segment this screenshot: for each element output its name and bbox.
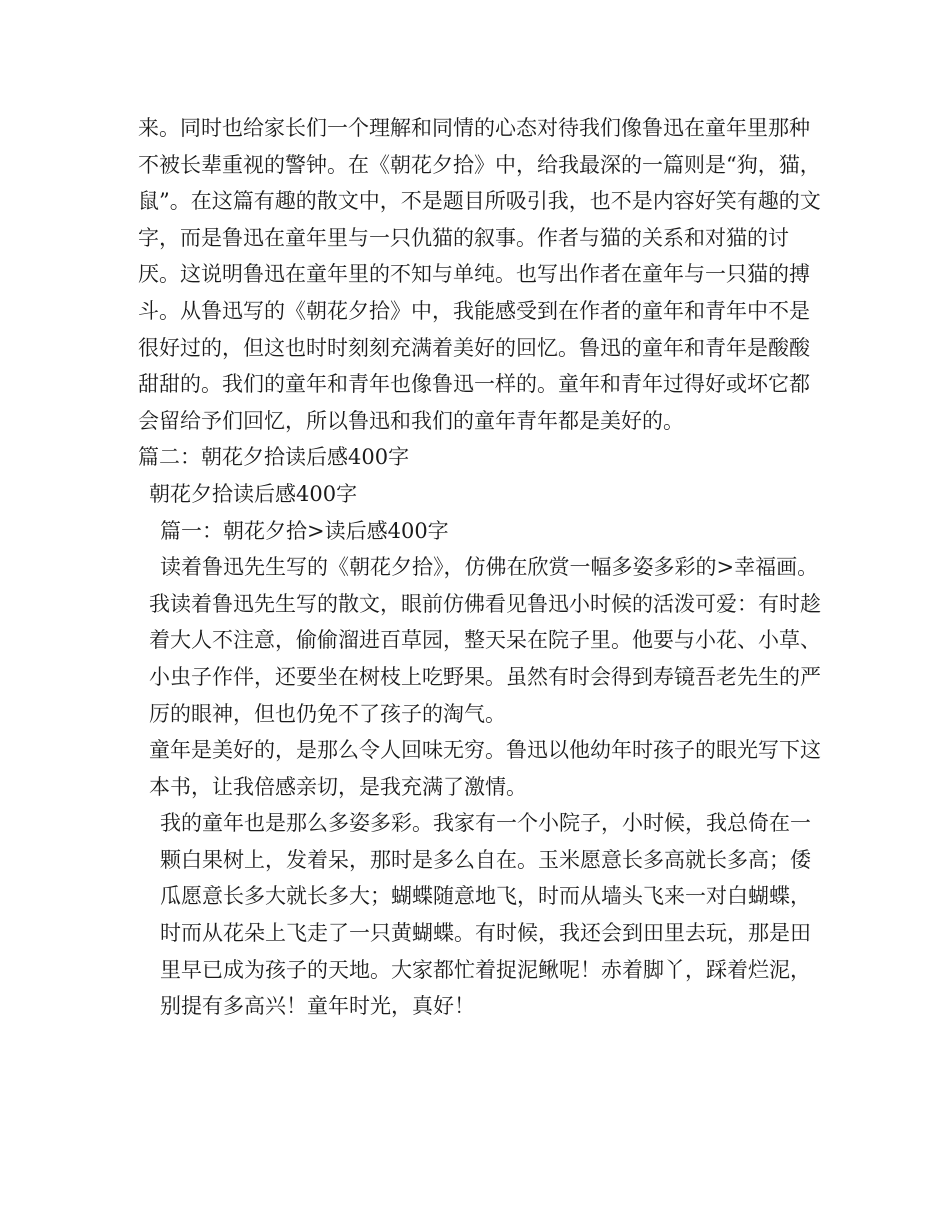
paragraph-intro: 读着鲁迅先生写的《朝花夕拾》，仿佛在欣赏一幅多姿多彩的>幸福画。 [160, 555, 819, 580]
article-title: 朝花夕拾读后感400字 [149, 481, 358, 506]
paragraph-my-childhood: 我的童年也是那么多姿多彩。我家有一个小院子，小时候，我总倚在一颗白果树上，发着呆，那时是多么自在。玉米愿意长多高就长多高；倭瓜愿意长多大就长多大；蝴蝶随意地飞，时而从墙头飞来一对白蝴蝶，时而从花朵上飞走了一只黄蝴蝶。有时候，我还会到田里去玩，那是田里早已成为孩子的天地。大家都忙着捉泥鳅呢！赤着脚丫，踩着烂泥，别提有多高兴！童年时光，真好！ [160, 811, 811, 1019]
sub-heading-one: 篇一：朝花夕拾>读后感400字 [160, 518, 449, 543]
paragraph-reading: 我读着鲁迅先生写的散文，眼前仿佛看见鲁迅小时候的活泼可爱：有时趁着大人不注意，偷偷溜进百草园，整天呆在院子里。他要与小花、小草、小虫子作伴，还要坐在树枝上吃野果。虽然有时会得到寿镜吾老先生的严厉的眼神，但也仍免不了孩子的淘气。 [149, 591, 821, 726]
document-body [138, 110, 828, 1025]
paragraph-continuation: 来。同时也给家长们一个理解和同情的心态对待我们像鲁迅在童年里那种不被长辈重视的警钟。在《朝花夕拾》中，给我最深的一篇则是“狗，猫，鼠”。在这篇有趣的散文中，不是题目所吸引我，也不是内容好笑有趣的文字，而是鲁迅在童年里与一只仇猫的叙事。作者与猫的关系和对猫的讨厌。这说明鲁迅在童年里的不知与单纯。也写出作者在童年与一只猫的搏斗。从鲁迅写的《朝花夕拾》中，我能感受到在作者的童年和青年中不是很好过的，但这也时时刻刻充满着美好的回忆。鲁迅的童年和青年是酸酸甜甜的。我们的童年和青年也像鲁迅一样的。童年和青年过得好或坏它都会留给予们回忆，所以鲁迅和我们的童年青年都是美好的。 [138, 116, 821, 433]
paragraph-childhood: 童年是美好的，是那么令人回味无穷。鲁迅以他幼年时孩子的眼光写下这本书，让我倍感亲切，是我充满了激情。 [149, 738, 821, 799]
section-heading-two: 篇二：朝花夕拾读后感400字 [138, 445, 410, 470]
